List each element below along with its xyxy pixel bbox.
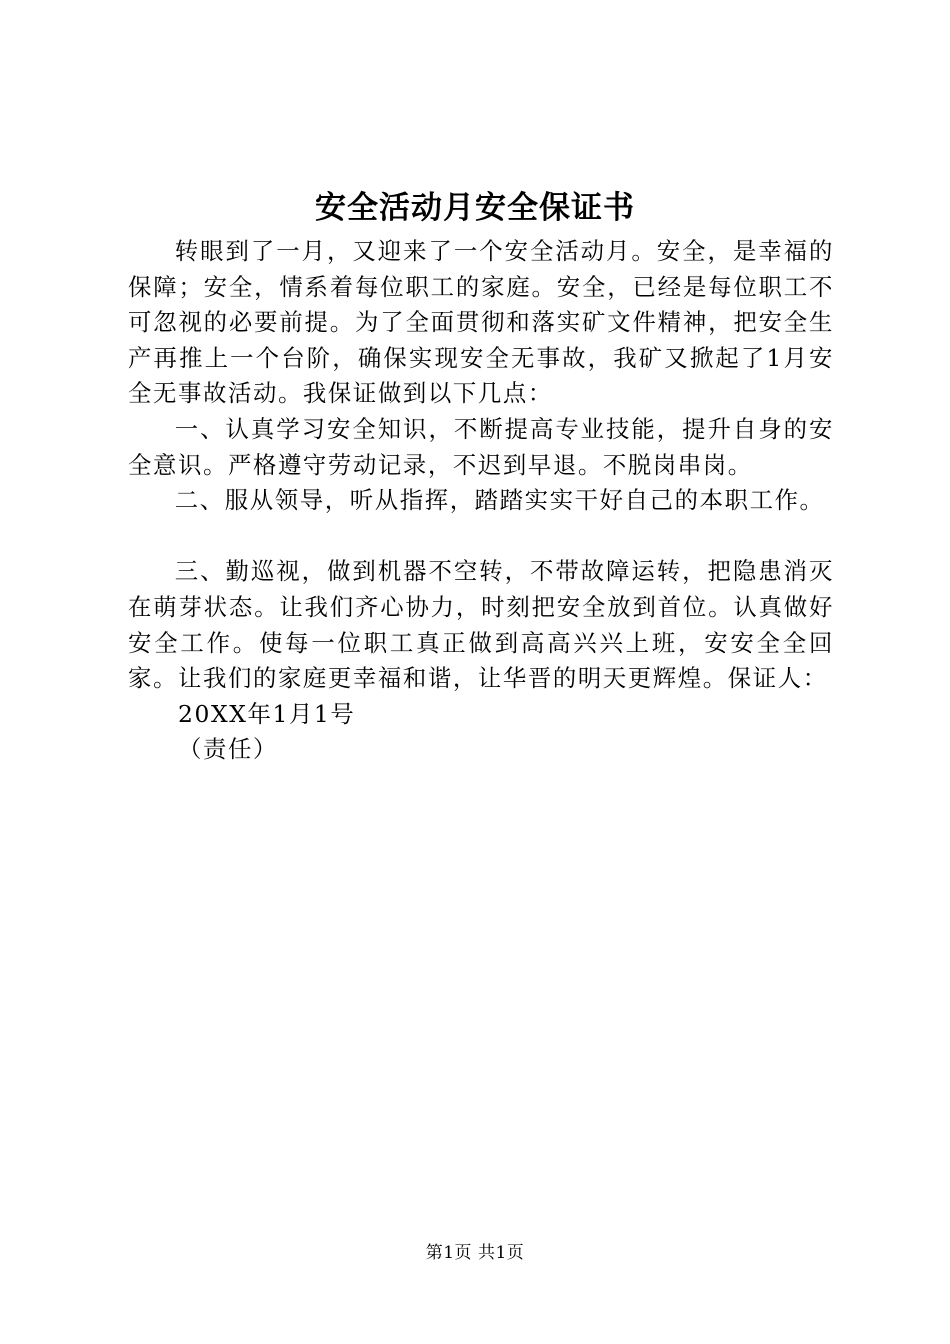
document-title: 安全活动月安全保证书 [315, 190, 635, 226]
paragraph-item-1: 一、认真学习安全知识，不断提高专业技能，提升自身的安全意识。严格遵守劳动记录，不迟到早退。不脱岗串岗。 [128, 414, 834, 479]
paragraph-item-2: 二、服从领导，听从指挥，踏踏实实干好自己的本职工作。 [174, 486, 825, 515]
document-body [128, 234, 834, 768]
blank-line [128, 519, 834, 555]
paragraph-item-3: 三、勤巡视，做到机器不空转，不带故障运转，把隐患消灭在萌芽状态。让我们齐心协力，时刻把安全放到首位。认真做好安全工作。使每一位职工真正做到高高兴兴上班，安安全全回家。让我们的家庭更幸福和谐，让华晋的明天更辉煌。保证人： [128, 557, 834, 693]
signature-date: 20XX年1月1号 [178, 699, 356, 728]
signature-note: （责任） [178, 735, 278, 764]
page-footer: 第1页 共1页 [425, 1243, 525, 1263]
paragraph-intro: 转眼到了一月，又迎来了一个安全活动月。安全，是幸福的保障；安全，情系着每位职工的家庭。安全，已经是每位职工不可忽视的必要前提。为了全面贯彻和落实矿文件精神，把安全生产再推上一个台阶，确保实现安全无事故，我矿又掀起了1月安全无事故活动。我保证做到以下几点： [128, 237, 834, 408]
